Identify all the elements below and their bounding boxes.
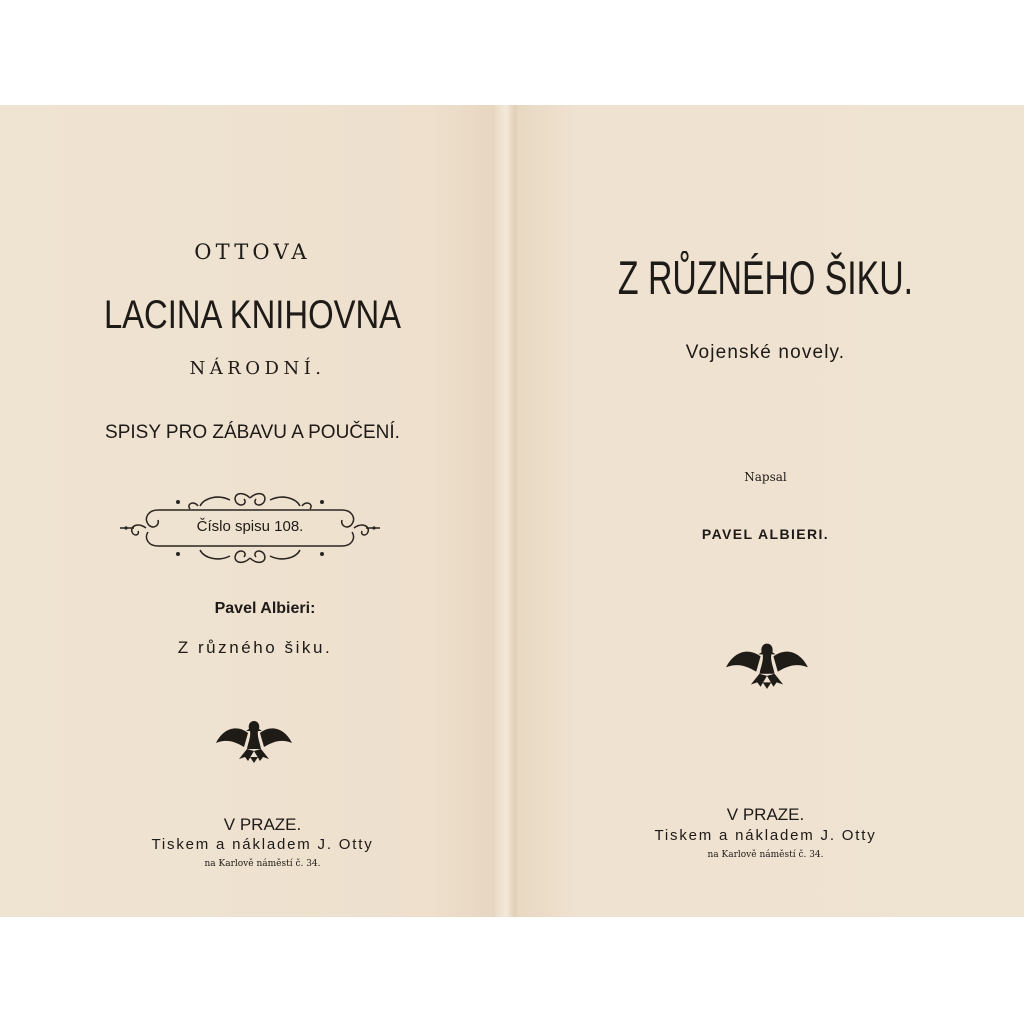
left-author: Pavel Albieri: bbox=[214, 600, 316, 617]
left-address: na Karlově náměstí č. 34. bbox=[204, 859, 321, 869]
right-page bbox=[517, 105, 1024, 917]
eagle-emblem-icon bbox=[214, 713, 294, 765]
eagle-emblem-icon bbox=[722, 635, 812, 691]
library-title: LACINA KNIHOVNA bbox=[103, 293, 402, 337]
written-by-label: Napsal bbox=[744, 470, 787, 484]
left-book-title: Z různého šiku. bbox=[177, 638, 333, 657]
right-subtitle: Vojenské novely. bbox=[685, 342, 846, 363]
right-title: Z RŮZNÉHO ŠIKU. bbox=[617, 251, 914, 304]
right-address: na Karlově náměstí č. 34. bbox=[707, 850, 824, 860]
left-printer: Tiskem a nákladem J. Otty bbox=[151, 836, 374, 853]
book-spread bbox=[0, 105, 1024, 917]
library-subtitle: SPISY PRO ZÁBAVU A POUČENÍ. bbox=[105, 422, 400, 443]
national-label: NÁRODNÍ. bbox=[189, 358, 326, 379]
left-page bbox=[0, 105, 505, 917]
series-name: OTTOVA bbox=[194, 240, 311, 264]
right-place: V PRAZE. bbox=[726, 805, 805, 824]
volume-number: Číslo spisu 108. bbox=[196, 518, 304, 535]
right-printer: Tiskem a nákladem J. Otty bbox=[654, 827, 877, 844]
left-place: V PRAZE. bbox=[223, 815, 302, 834]
right-author: PAVEL ALBIERI. bbox=[701, 526, 830, 542]
